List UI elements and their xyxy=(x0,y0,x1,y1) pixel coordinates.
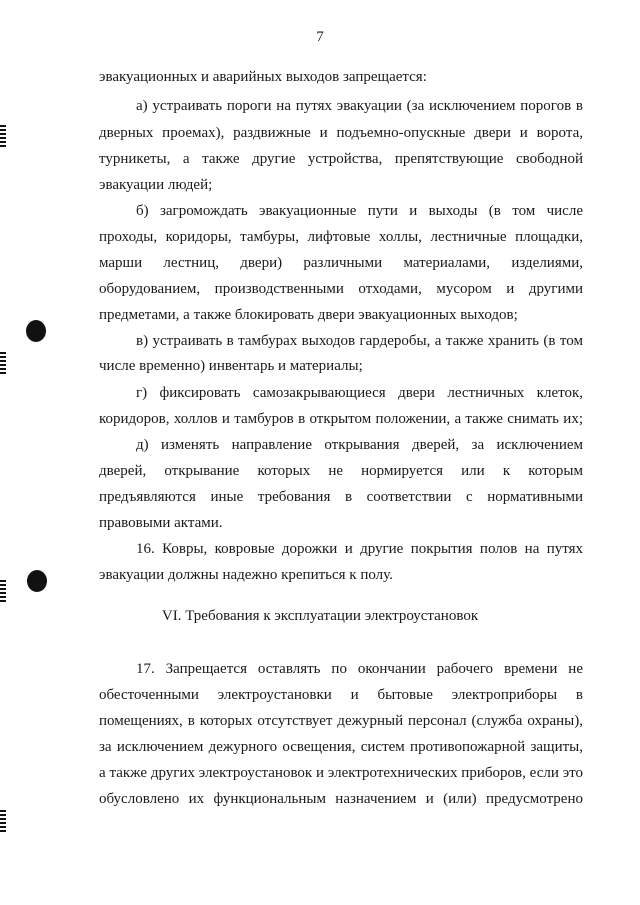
text-line: эвакуационных и аварийных выходов запрещается: xyxy=(99,69,427,85)
scan-edge-mark xyxy=(0,352,6,374)
text-line: оборудованием, производственными отходами, мусором и другими xyxy=(99,281,583,297)
text-line: г) фиксировать самозакрывающиеся двери лестничных клеток, xyxy=(136,385,583,401)
text-line: эвакуации должны надежно крепиться к полу. xyxy=(99,567,393,583)
scan-edge-mark xyxy=(0,580,6,602)
punch-hole-mark xyxy=(27,570,47,592)
text-line: проходы, коридоры, тамбуры, лифтовые холлы, лестничные площадки, xyxy=(99,229,583,245)
text-line: обусловлено их функциональным назначением и (или) предусмотрено xyxy=(99,791,583,807)
text-line: дверных проемах), раздвижные и подъемно-опускные двери и ворота, xyxy=(99,125,583,141)
text-line: в) устраивать в тамбурах выходов гардеробы, а также хранить (в том xyxy=(136,333,583,349)
text-line: 16. Ковры, ковровые дорожки и другие покрытия полов на путях xyxy=(136,541,583,557)
punch-hole-mark xyxy=(26,320,46,342)
text-line: турникеты, а также другие устройства, препятствующие свободной xyxy=(99,151,583,167)
text-line: обесточенными электроустановки и бытовые электроприборы в xyxy=(99,687,583,703)
scan-edge-mark xyxy=(0,810,6,832)
text-line: а) устраивать пороги на путях эвакуации (за исключением порогов в xyxy=(136,98,583,114)
text-line: правовыми актами. xyxy=(99,515,223,531)
text-line: д) изменять направление открывания дверей, за исключением xyxy=(136,437,583,453)
text-line: б) загромождать эвакуационные пути и выходы (в том числе xyxy=(136,203,583,219)
text-line: помещениях, в которых отсутствует дежурный персонал (служба охраны), xyxy=(99,713,583,729)
text-line: дверей, открывание которых не нормируется или к которым xyxy=(99,463,583,479)
section-heading: VI. Требования к эксплуатации электроустановок xyxy=(161,608,479,624)
text-line: предметами, а также блокировать двери эвакуационных выходов; xyxy=(99,307,518,323)
text-line: эвакуации людей; xyxy=(99,177,213,193)
text-line: предъявляются иные требования в соответствии с нормативными xyxy=(99,489,583,505)
text-line: числе временно) инвентарь и материалы; xyxy=(99,358,363,374)
text-line: 17. Запрещается оставлять по окончании рабочего времени не xyxy=(136,661,583,677)
text-line: марши лестниц, двери) различными материалами, изделиями, xyxy=(99,255,583,271)
text-line: а также других электроустановок и электротехнических приборов, если это xyxy=(99,765,583,781)
scan-edge-mark xyxy=(0,125,6,147)
text-line: коридоров, холлов и тамбуров в открытом положении, а также снимать их; xyxy=(99,411,583,427)
text-line: за исключением дежурного освещения, систем противопожарной защиты, xyxy=(99,739,583,755)
page-number: 7 xyxy=(316,29,324,45)
